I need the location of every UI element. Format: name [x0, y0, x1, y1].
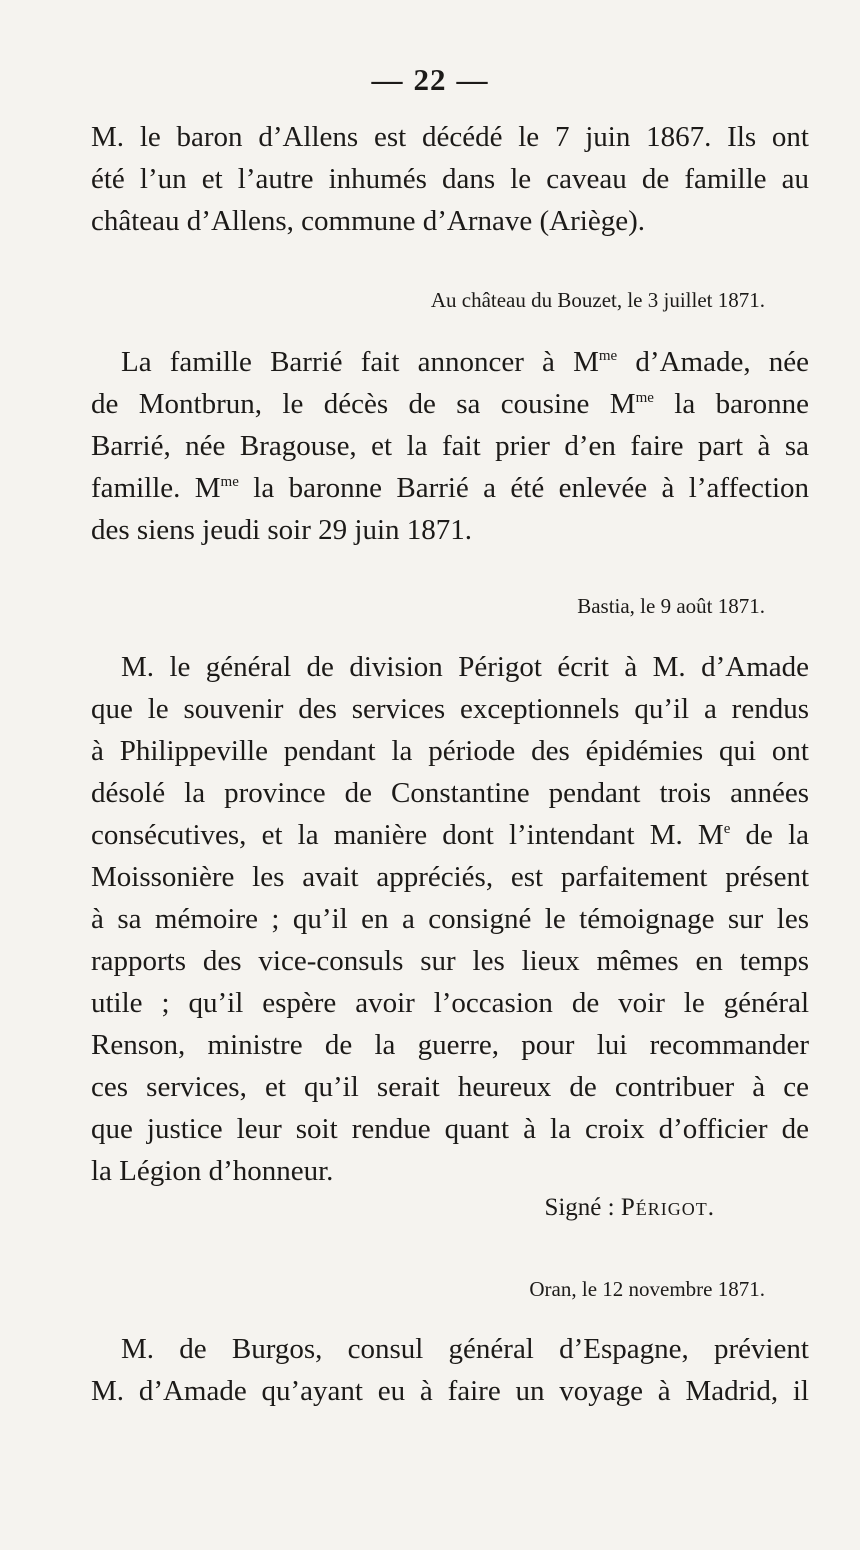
text-line: M. le général de division Périgot écrit à M. d’Amade — [121, 651, 809, 683]
dateline-bastia: Bastia, le 9 août 1871. — [577, 594, 765, 618]
text-line: Renson, ministre de la guerre, pour lui recommander — [91, 1029, 809, 1061]
folio-dash-right: — — [456, 62, 489, 97]
text-line: utile ; qu’il espère avoir l’occasion de voir le général — [91, 987, 809, 1019]
text-line: M. de Burgos, consul général d’Espagne, prévient — [121, 1333, 809, 1365]
text-segment: de la — [745, 819, 809, 851]
text-line: des siens jeudi soir 29 juin 1871. — [91, 514, 473, 546]
text-segment: d’Amade, née — [635, 346, 810, 378]
page-number-value: 22 — [413, 62, 447, 97]
text-line: que le souvenir des services exceptionnels qu’il a rendus — [91, 693, 809, 725]
text-line: M. d’Amade qu’ayant eu à faire un voyage à Madrid, il — [91, 1375, 809, 1407]
text-line: à sa mémoire ; qu’il en a consigné le témoignage sur les — [91, 903, 809, 935]
paragraph-burgos-notice — [91, 1328, 809, 1412]
title-abbreviation: me — [635, 390, 654, 406]
text-segment: La famille Barrié fait annoncer à M — [121, 346, 599, 378]
text-segment: la baronne — [674, 388, 809, 420]
text-line: château d’Allens, commune d’Arnave (Ariège). — [91, 205, 645, 237]
title-abbreviation: me — [598, 348, 618, 364]
text-segment: consécutives, et la manière dont l’intendant M. M — [91, 819, 724, 851]
text-line: Moissonière les avait appréciés, est parfaitement présent — [91, 861, 809, 893]
text-line — [91, 814, 809, 856]
folio-dash-left: — — [371, 62, 404, 97]
title-abbreviation: e — [723, 821, 731, 837]
text-segment: la baronne Barrié a été enlevée à l’affection — [253, 472, 810, 504]
title-abbreviation: me — [220, 474, 239, 490]
text-line: à Philippeville pendant la période des épidémies qui ont — [91, 735, 809, 767]
text-line: été l’un et l’autre inhumés dans le caveau de famille au — [91, 163, 809, 195]
text-line — [91, 341, 809, 383]
text-segment: de Montbrun, le décès de sa cousine M — [91, 388, 636, 420]
text-segment: famille. M — [91, 472, 221, 504]
text-line — [91, 383, 809, 425]
page-number — [0, 62, 860, 98]
dateline-bouzet: Au château du Bouzet, le 3 juillet 1871. — [430, 288, 765, 312]
text-line: rapports des vice-consuls sur les lieux mêmes en temps — [91, 945, 809, 977]
paragraph-allens-burial — [91, 116, 809, 242]
dateline-oran: Oran, le 12 novembre 1871. — [529, 1277, 765, 1301]
text-line: ces services, et qu’il serait heureux de contribuer à ce — [91, 1071, 809, 1103]
paragraph-perigot-letter — [91, 646, 809, 1192]
text-line: désolé la province de Constantine pendant trois années — [91, 777, 809, 809]
text-line: M. le baron d’Allens est décédé le 7 juin 1867. Ils ont — [91, 121, 809, 153]
signature-label: Signé : — [544, 1194, 615, 1221]
text-line: Barrié, née Bragouse, et la fait prier d’en faire part à sa — [91, 430, 809, 462]
text-line: la Légion d’honneur. — [91, 1155, 334, 1187]
text-line — [91, 467, 809, 509]
signature-perigot — [544, 1191, 715, 1225]
text-line: que justice leur soit rendue quant à la croix d’officier de — [91, 1113, 809, 1145]
signature-name: Périgot. — [620, 1194, 715, 1221]
paragraph-barrie-death-notice — [91, 341, 809, 551]
